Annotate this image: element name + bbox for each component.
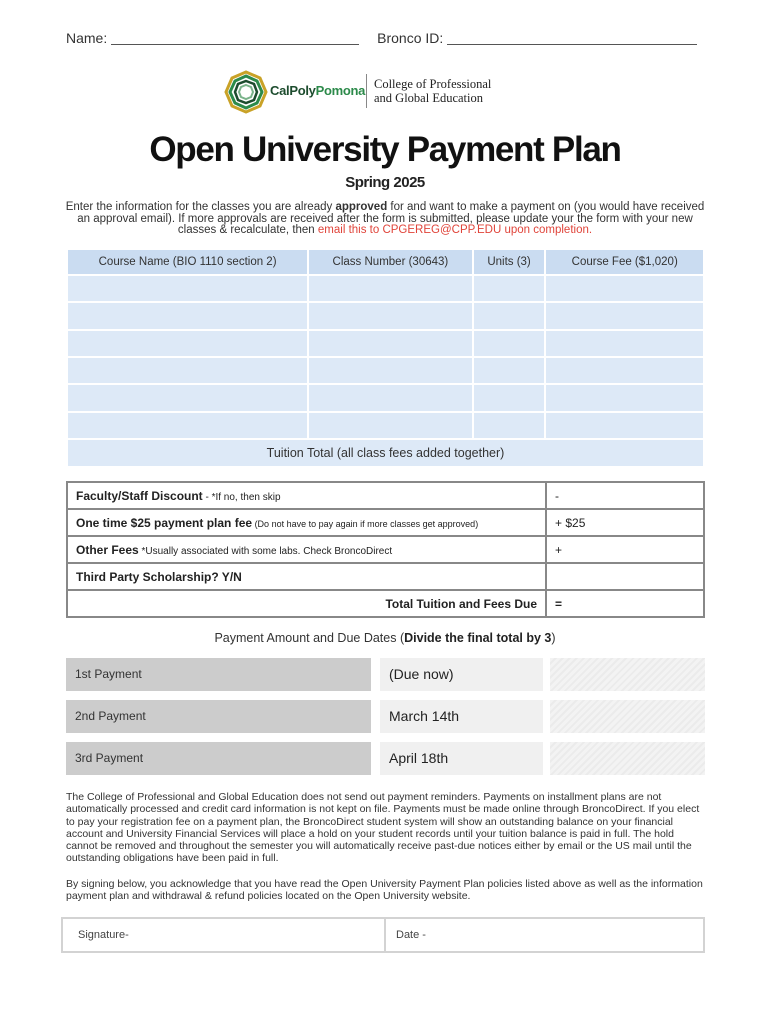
tuition-total-label: Tuition Total (all class fees added together) [67, 439, 704, 467]
course-fee-cell[interactable] [545, 302, 704, 329]
payment-amount-field[interactable] [550, 658, 705, 691]
fee-label-cell: One time $25 payment plan fee (Do not have to pay again if more classes get approved) [67, 509, 546, 536]
payment-row-3 [66, 742, 705, 775]
payment-amount-field[interactable] [550, 700, 705, 733]
course-name-cell[interactable] [67, 275, 308, 302]
payment-label: 1st Payment [66, 658, 371, 691]
units-cell[interactable] [473, 330, 546, 357]
units-cell[interactable] [473, 275, 546, 302]
units-header: Units (3) [473, 249, 546, 275]
signature-field[interactable]: Signature- [63, 919, 386, 951]
name-label: Name: [66, 30, 108, 46]
course-table-header [67, 249, 704, 275]
payment-due-date: (Due now) [380, 658, 543, 691]
plan-fee-value-field[interactable]: + $25 [546, 509, 704, 536]
units-cell[interactable] [473, 384, 546, 411]
header-line [66, 30, 706, 46]
course-fee-cell[interactable] [545, 384, 704, 411]
course-name-cell[interactable] [67, 302, 308, 329]
table-row [67, 357, 704, 384]
class-number-header: Class Number (30643) [308, 249, 472, 275]
term-label: Spring 2025 [345, 174, 425, 191]
payment-amount-field[interactable] [550, 742, 705, 775]
table-row [67, 275, 704, 302]
table-row [67, 412, 704, 439]
payment-due-date: March 14th [380, 700, 543, 733]
signature-box [61, 917, 705, 953]
total-due-value-field[interactable]: = [546, 590, 704, 617]
college-name: College of Professional and Global Education [374, 77, 492, 105]
payment-label: 3rd Payment [66, 742, 371, 775]
table-row [67, 330, 704, 357]
cpp-logo [222, 68, 522, 118]
fee-row-other-fees [67, 536, 704, 563]
course-fee-header: Course Fee ($1,020) [545, 249, 704, 275]
class-number-cell[interactable] [308, 384, 472, 411]
course-fee-cell[interactable] [545, 357, 704, 384]
payment-row-1 [66, 658, 705, 691]
course-fee-cell[interactable] [545, 412, 704, 439]
cpp-wordmark: CalPolyPomona [270, 83, 366, 98]
course-name-cell[interactable] [67, 330, 308, 357]
policy-text: The College of Professional and Global Education does not send out payment reminders. Payments on installment plans are not automatically processed and credit card information is not kept on file. Payments must be made online through BroncoDirect. If you elect to pay your registration fee on a payment plan, the BroncoDirect student system will show an outstanding balance on your financial account and University Financial Services will place a hold on your student records until your tuition balance is paid in full. The hold cannot be removed and throughout the semester you will automatically receive past-due notices either by email or the US mail until the outstanding obligations have been paid in full. [66, 791, 700, 865]
tuition-total-row [67, 439, 704, 467]
class-number-cell[interactable] [308, 330, 472, 357]
fee-row-scholarship [67, 563, 704, 590]
class-number-cell[interactable] [308, 302, 472, 329]
octagon-logo-icon [224, 70, 268, 114]
class-number-cell[interactable] [308, 275, 472, 302]
fee-label-cell: Faculty/Staff Discount - *If no, then skip [67, 482, 546, 509]
date-field[interactable]: Date - [396, 929, 426, 941]
fees-table [66, 481, 705, 618]
class-number-cell[interactable] [308, 357, 472, 384]
payment-label: 2nd Payment [66, 700, 371, 733]
scholarship-value-field[interactable] [546, 563, 704, 590]
fee-row-total [67, 590, 704, 617]
logo-divider [366, 74, 367, 108]
discount-value-field[interactable]: - [546, 482, 704, 509]
course-name-cell[interactable] [67, 384, 308, 411]
fee-label-cell: Other Fees *Usually associated with some labs. Check BroncoDirect [67, 536, 546, 563]
intro-text: Enter the information for the classes you are already approved for and want to make a payment on (you would have received an approval email). If more approvals are received after the form is submitted, please update your the form with your new classes & recalculate, then email this to CPGEREG@CPP.EDU upon completion. [65, 201, 705, 236]
units-cell[interactable] [473, 302, 546, 329]
course-name-cell[interactable] [67, 412, 308, 439]
payment-row-2 [66, 700, 705, 733]
table-row [67, 302, 704, 329]
units-cell[interactable] [473, 412, 546, 439]
other-fees-value-field[interactable]: + [546, 536, 704, 563]
payment-heading: Payment Amount and Due Dates (Divide the final total by 3) [214, 631, 556, 645]
email-instruction: email this to CPGEREG@CPP.EDU upon completion. [317, 224, 593, 236]
fee-label-cell: Third Party Scholarship? Y/N [67, 563, 546, 590]
units-cell[interactable] [473, 357, 546, 384]
course-name-header: Course Name (BIO 1110 section 2) [67, 249, 308, 275]
bronco-id-field[interactable] [447, 33, 697, 45]
fee-row-discount [67, 482, 704, 509]
page-title: Open University Payment Plan [149, 130, 621, 169]
table-row [67, 384, 704, 411]
payment-due-date: April 18th [380, 742, 543, 775]
course-name-cell[interactable] [67, 357, 308, 384]
total-due-label: Total Tuition and Fees Due [67, 590, 546, 617]
fee-row-plan-fee [67, 509, 704, 536]
bronco-id-label: Bronco ID: [377, 30, 444, 46]
course-fee-cell[interactable] [545, 275, 704, 302]
acknowledgement-text: By signing below, you acknowledge that you have read the Open University Payment Plan policies listed above as well as the information payment plan and withdrawal & refund policies located on the Open University website. [66, 878, 703, 903]
class-number-cell[interactable] [308, 412, 472, 439]
course-fee-cell[interactable] [545, 330, 704, 357]
course-table [66, 248, 705, 468]
name-field[interactable] [111, 33, 359, 45]
